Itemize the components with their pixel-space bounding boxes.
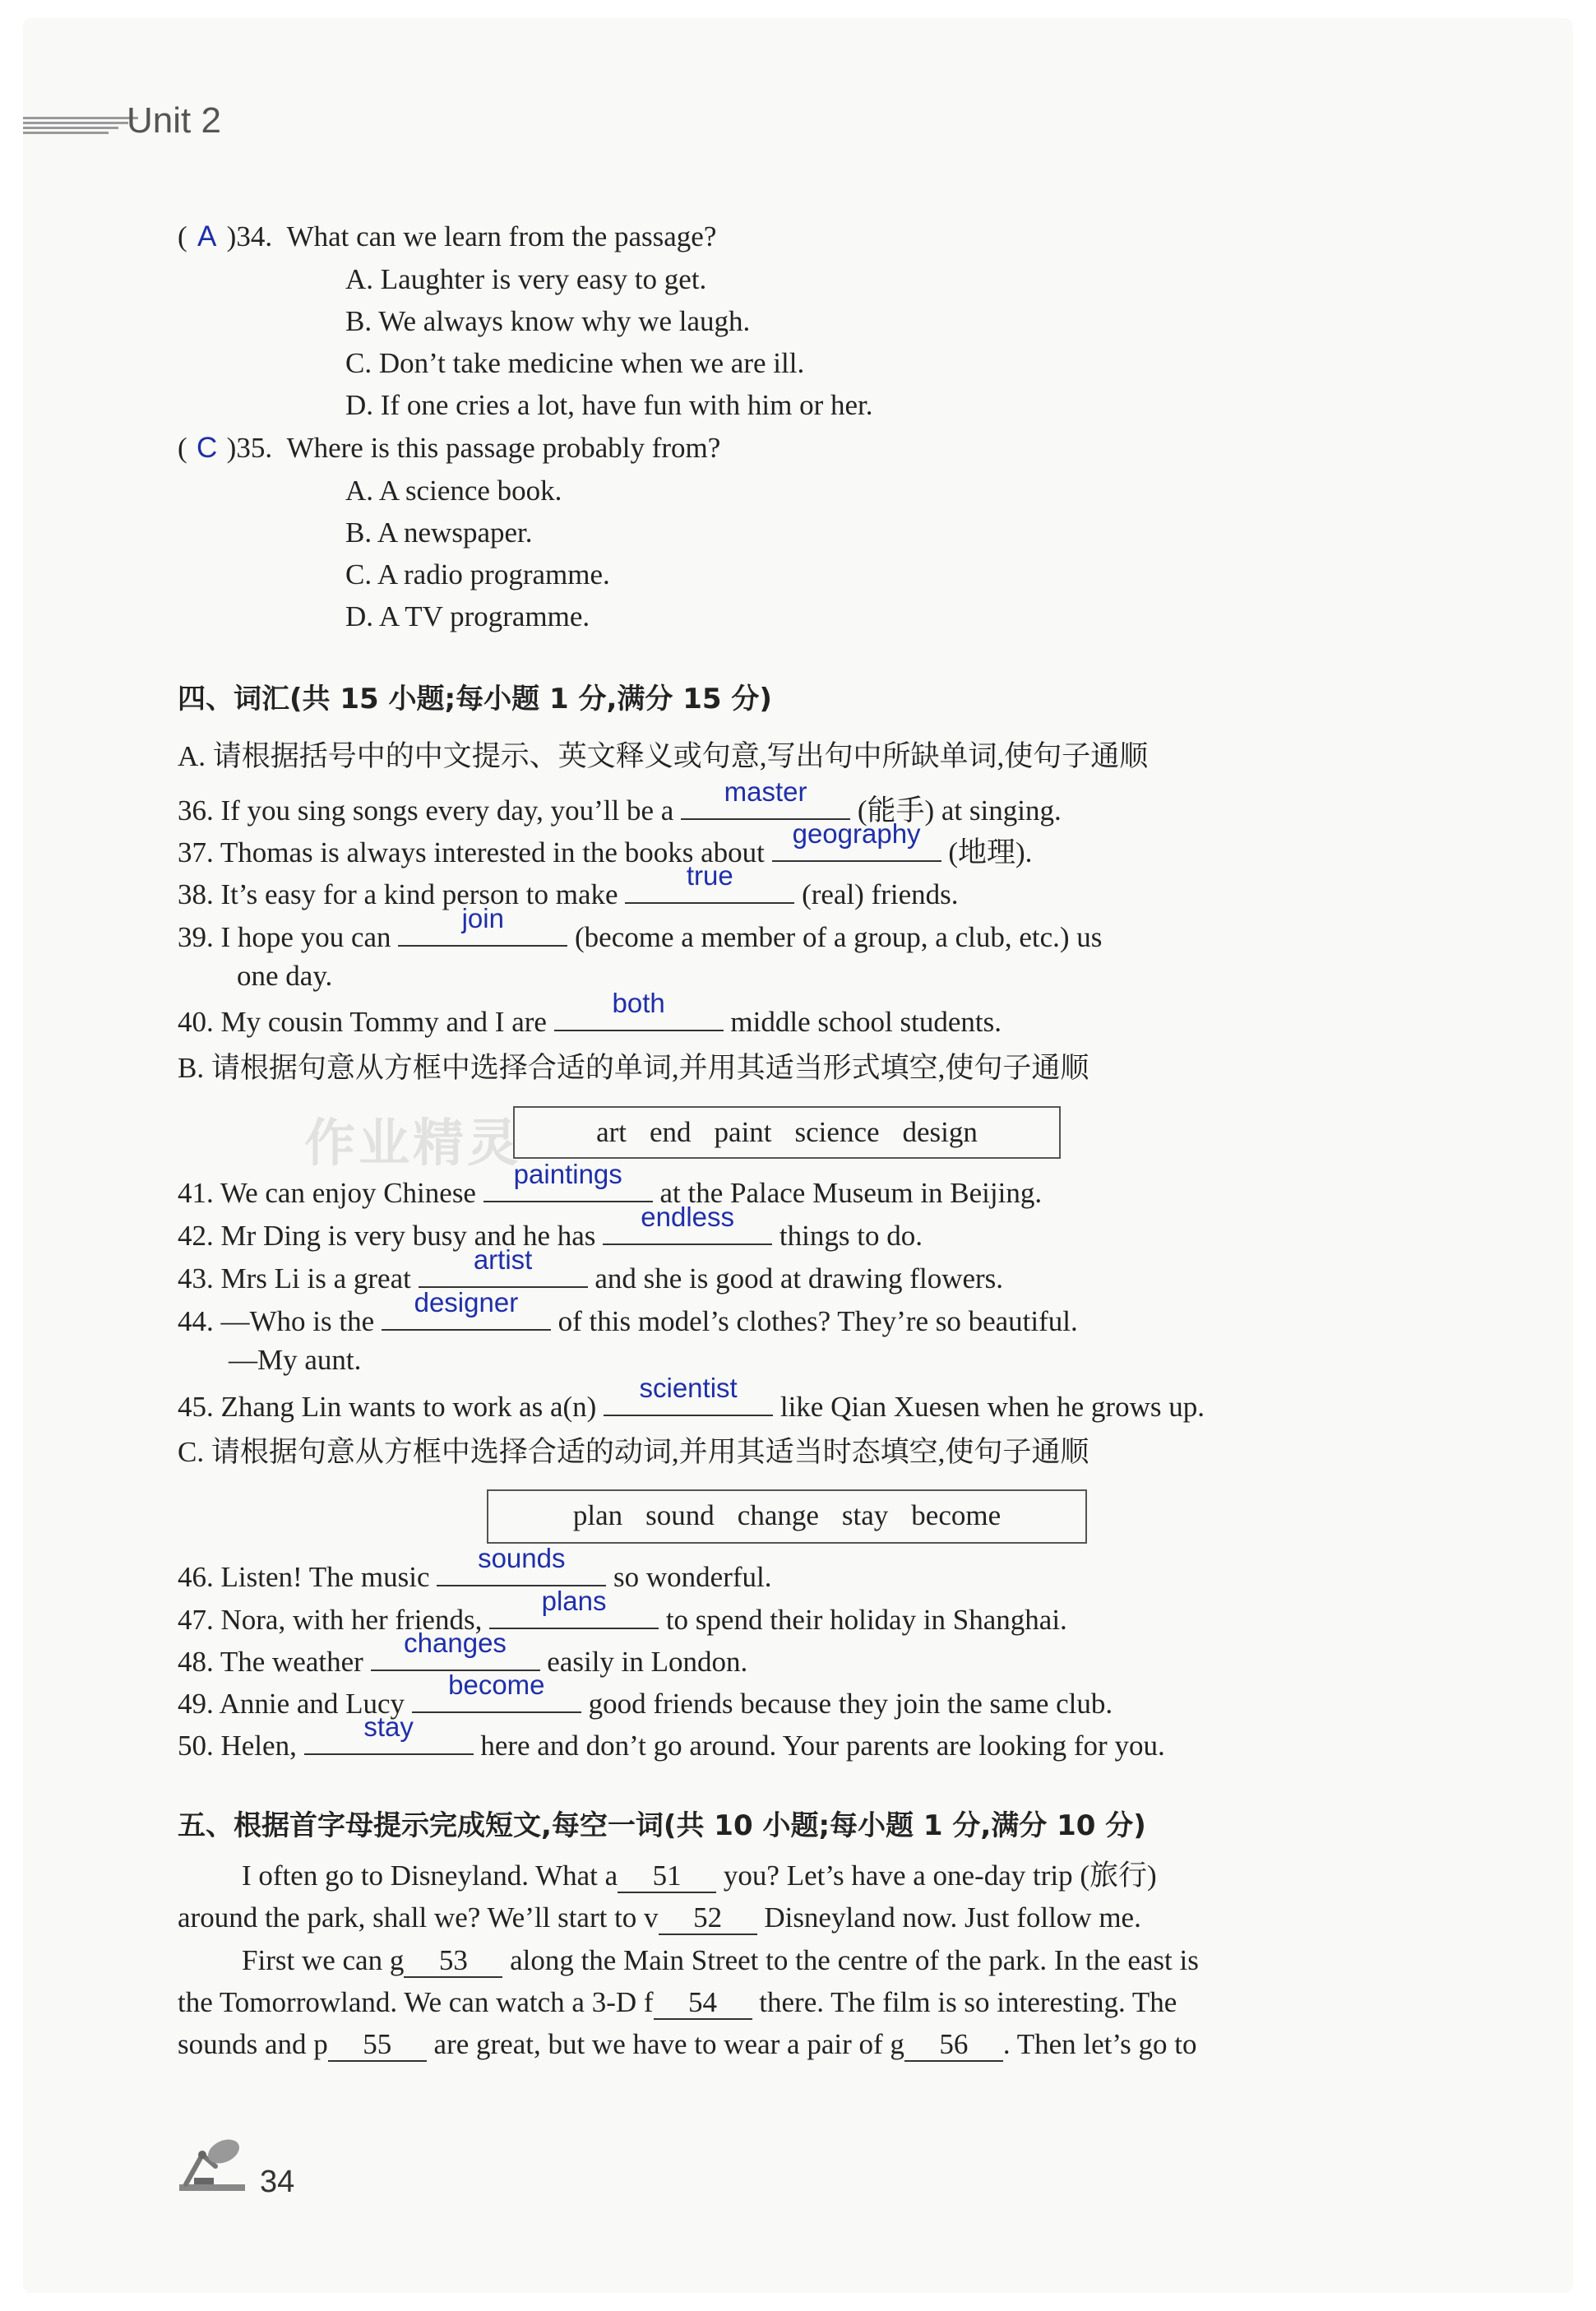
answer-35: C xyxy=(197,432,218,464)
blank-51: 51 xyxy=(618,1860,716,1893)
desk-lamp-icon xyxy=(178,2130,253,2196)
option-34a: A. Laughter is very easy to get. xyxy=(345,263,707,295)
answer-41: paintings xyxy=(513,1159,622,1189)
option-35b: B. A newspaper. xyxy=(345,516,533,549)
section-4-part-a: A. 请根据括号中的中文提示、英文释义或句意,写出句中所缺单词,使句子通顺 xyxy=(178,740,1149,772)
blank-55: 55 xyxy=(328,2029,427,2062)
question-36: 36. If you sing songs every day, you’ll be a master (能手) at singing. xyxy=(178,789,1062,829)
answer-38: true xyxy=(686,860,733,891)
answer-43: artist xyxy=(473,1244,533,1275)
answer-40: both xyxy=(612,988,665,1018)
passage-line-3: First we can g 53 along the Main Street to the centre of the park. In the east is xyxy=(242,1944,1199,1976)
option-35c: C. A radio programme. xyxy=(345,558,610,590)
question-38: 38. It’s easy for a kind person to make true (real) friends. xyxy=(178,873,959,913)
answer-45: scientist xyxy=(639,1373,738,1403)
answer-34: A xyxy=(197,220,217,252)
question-42: 42. Mr Ding is very busy and he has endless things to do. xyxy=(178,1214,923,1254)
question-50: 50. Helen, stay here and don’t go around. Your parents are looking for you. xyxy=(178,1724,1165,1764)
question-40: 40. My cousin Tommy and I are both middle school students. xyxy=(178,1000,1002,1040)
answer-37: geography xyxy=(792,818,921,849)
passage-line-5: sounds and p 55 are great, but we have to wear a pair of g 56 . Then let’s go to xyxy=(178,2028,1197,2060)
answer-36: master xyxy=(724,776,807,807)
blank-56: 56 xyxy=(904,2029,1003,2062)
passage-line-2: around the park, shall we? We’ll start to v 52 Disneyland now. Just follow me. xyxy=(178,1901,1141,1934)
answer-46: sounds xyxy=(478,1543,566,1573)
question-44: 44. —Who is the designer of this model’s clothes? They’re so beautiful. xyxy=(178,1299,1078,1340)
question-39-cont: one day. xyxy=(237,960,333,992)
section-5-title: 五、根据首字母提示完成短文,每空一词(共 10 小题;每小题 1 分,满分 10 分) xyxy=(178,1809,1146,1842)
answer-47: plans xyxy=(541,1586,607,1616)
blank-52: 52 xyxy=(659,1902,757,1935)
section-4-part-c: C. 请根据句意从方框中选择合适的动词,并用其适当时态填空,使句子通顺 xyxy=(178,1436,1089,1468)
question-47: 47. Nora, with her friends, plans to spend their holiday in Shanghai. xyxy=(178,1598,1067,1638)
question-48: 48. The weather changes easily in London. xyxy=(178,1640,747,1680)
answer-49: become xyxy=(448,1670,545,1700)
passage-line-1: I often go to Disneyland. What a 51 you? Let’s have a one-day trip (旅行) xyxy=(242,1859,1157,1892)
unit-title: Unit 2 xyxy=(127,100,221,141)
question-34: ( A )34. What can we learn from the passage? xyxy=(178,219,716,255)
answer-42: endless xyxy=(641,1202,735,1232)
option-34d: D. If one cries a lot, have fun with him or her. xyxy=(345,389,873,421)
answer-48: changes xyxy=(404,1628,507,1658)
passage-line-4: the Tomorrowland. We can watch a 3-D f 54 there. The film is so interesting. The xyxy=(178,1986,1177,2018)
question-45: 45. Zhang Lin wants to work as a(n) scientist like Qian Xuesen when he grows up. xyxy=(178,1385,1205,1425)
word-box-c: plan sound change stay become xyxy=(487,1489,1087,1544)
question-49: 49. Annie and Lucy become good friends because they join the same club. xyxy=(178,1682,1113,1722)
question-41: 41. We can enjoy Chinese paintings at the Palace Museum in Beijing. xyxy=(178,1171,1042,1211)
option-34b: B. We always know why we laugh. xyxy=(345,305,751,337)
question-35: ( C )35. Where is this passage probably from? xyxy=(178,430,720,466)
answer-50: stay xyxy=(363,1711,414,1742)
question-39: 39. I hope you can join (become a member of a group, a club, etc.) us xyxy=(178,915,1102,956)
page-number: 34 xyxy=(260,2165,295,2199)
answer-44: designer xyxy=(414,1287,519,1318)
blank-54: 54 xyxy=(654,1987,752,2020)
question-43: 43. Mrs Li is a great artist and she is good at drawing flowers. xyxy=(178,1257,1003,1297)
option-35a: A. A science book. xyxy=(345,475,562,507)
question-46: 46. Listen! The music sounds so wonderful. xyxy=(178,1555,772,1595)
option-35d: D. A TV programme. xyxy=(345,600,590,632)
section-4-title: 四、词汇(共 15 小题;每小题 1 分,满分 15 分) xyxy=(178,683,772,716)
blank-53: 53 xyxy=(404,1945,502,1978)
option-34c: C. Don’t take medicine when we are ill. xyxy=(345,347,805,379)
question-44-reply: —My aunt. xyxy=(229,1344,362,1376)
question-37: 37. Thomas is always interested in the books about geography (地理). xyxy=(178,831,1032,871)
watermark: 作业精灵 xyxy=(304,1113,522,1173)
word-box-b: art end paint science design xyxy=(513,1106,1061,1159)
answer-39: join xyxy=(461,903,504,933)
section-4-part-b: B. 请根据句意从方框中选择合适的单词,并用其适当形式填空,使句子通顺 xyxy=(178,1052,1089,1084)
